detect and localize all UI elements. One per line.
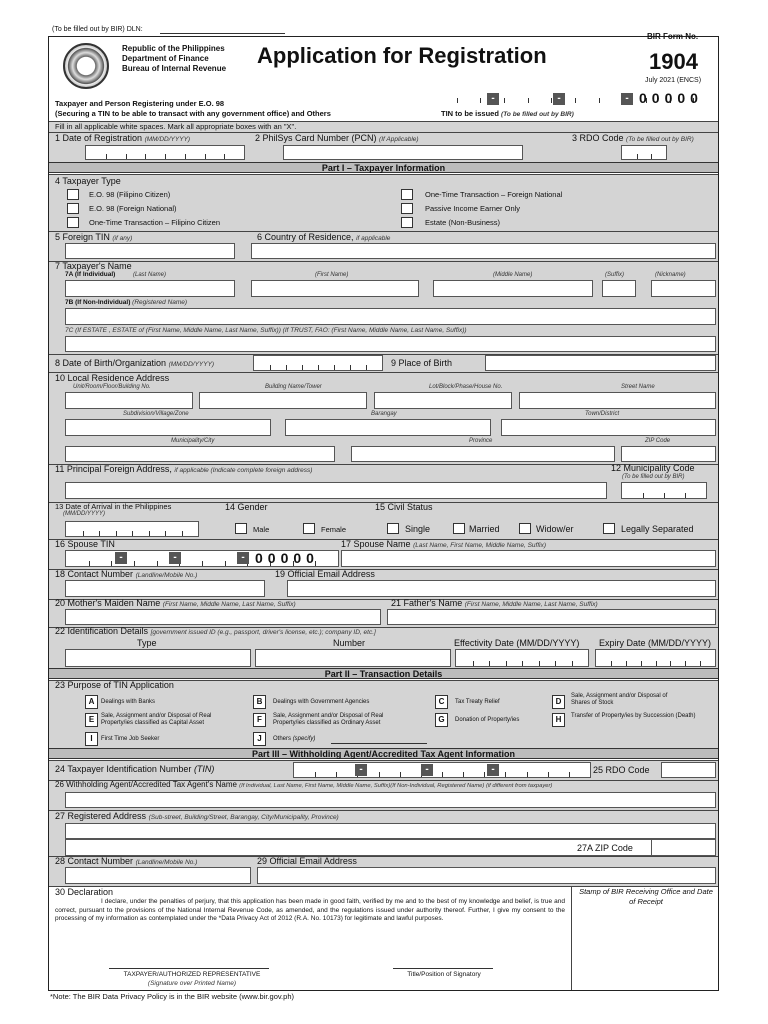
digit-separator bbox=[643, 493, 644, 498]
type-checkbox[interactable] bbox=[67, 217, 79, 228]
tin-issued-dash: - bbox=[553, 93, 565, 105]
digit-separator bbox=[379, 772, 380, 777]
type-label: Passive Income Earner Only bbox=[425, 204, 521, 213]
digit-separator bbox=[637, 154, 638, 159]
digit-separator bbox=[366, 365, 367, 370]
f8-label: 8 Date of Birth/Organization (MM/DD/YYYY) bbox=[55, 358, 215, 368]
digit-separator bbox=[286, 365, 287, 370]
f7c-label: 7C (If ESTATE , ESTATE of (First Name, Middle Name, Last Name, Suffix)) (If TRUST, FAO: (First Name, Middle Name, Last Name, Suffix)) bbox=[65, 327, 467, 334]
digit-separator bbox=[202, 561, 203, 566]
country-of-residence-input[interactable] bbox=[251, 243, 716, 259]
unit-input[interactable] bbox=[65, 392, 193, 409]
title-label: Title/Position of Signatory bbox=[407, 971, 481, 978]
f7b-label: 7B (If Non-Individual) (Registered Name) bbox=[65, 299, 188, 306]
purpose-a-checkbox[interactable]: A bbox=[85, 695, 98, 709]
pcn-input[interactable] bbox=[283, 145, 523, 160]
instructions: Fill in all applicable white spaces. Mark all appropriate boxes with an "X". bbox=[55, 122, 297, 131]
purpose-d-checkbox[interactable]: D bbox=[552, 695, 565, 709]
f23-label: 23 Purpose of TIN Application bbox=[55, 680, 174, 690]
f13-label: 13 Date of Arrival in the Philippines bbox=[55, 502, 172, 511]
date-of-arrival-input[interactable] bbox=[65, 521, 199, 537]
tin-issued-dash: - bbox=[487, 93, 499, 105]
digit-separator bbox=[489, 661, 490, 666]
digit-separator bbox=[165, 531, 166, 536]
digit-separator bbox=[302, 365, 303, 370]
f7a-label: 7A (If Individual) bbox=[65, 271, 116, 278]
f15-label: 15 Civil Status bbox=[375, 502, 433, 512]
f13-hint: (MM/DD/YYYY) bbox=[63, 511, 105, 517]
f7a-suffix: (Suffix) bbox=[605, 272, 625, 278]
purpose-b-label: Dealings with Government Agencies bbox=[273, 699, 370, 705]
f29-label: 29 Official Email Address bbox=[257, 856, 357, 866]
spouse-tin-zeros: 00000 bbox=[255, 550, 319, 566]
fathers-name-input[interactable] bbox=[387, 609, 716, 625]
digit-separator bbox=[473, 661, 474, 666]
form-label: BIR Form No. bbox=[647, 32, 699, 41]
spouse-name-input[interactable] bbox=[341, 550, 716, 567]
digit-separator bbox=[670, 661, 671, 666]
signature-label: TAXPAYER/AUTHORIZED REPRESENTATIVE bbox=[123, 971, 261, 978]
f7a-first: (First Name) bbox=[315, 272, 349, 278]
foreign-address-input[interactable] bbox=[65, 482, 607, 499]
date-of-birth-input[interactable] bbox=[253, 355, 383, 371]
digit-separator bbox=[132, 531, 133, 536]
f17-label: 17 Spouse Name (Last Name, First Name, Middle Name, Suffix) bbox=[341, 539, 546, 549]
f7-label: 7 Taxpayer's Name bbox=[55, 261, 132, 271]
purpose-b-checkbox[interactable]: B bbox=[253, 695, 266, 709]
mothers-name-input[interactable] bbox=[65, 609, 381, 625]
purpose-i-checkbox[interactable]: I bbox=[85, 732, 98, 746]
addr-street: Street Name bbox=[621, 384, 655, 390]
f10-label: 10 Local Residence Address bbox=[55, 373, 170, 383]
id-col-number: Number bbox=[333, 638, 366, 648]
digit-separator bbox=[527, 772, 528, 777]
part3-title: Part III – Withholding Agent/Accredited Tax Agent Information bbox=[49, 748, 718, 759]
footer-note: *Note: The BIR Data Privacy Policy is in the BIR website (www.bir.gov.ph) bbox=[50, 992, 294, 1001]
addr-zip: ZIP Code bbox=[645, 438, 671, 444]
f6-label: 6 Country of Residence, if applicable bbox=[257, 232, 391, 242]
gender-label: Male bbox=[253, 525, 270, 534]
digit-separator bbox=[225, 561, 226, 566]
rdo-code-input[interactable] bbox=[621, 145, 667, 160]
digit-separator bbox=[572, 661, 573, 666]
estate-trust-input[interactable] bbox=[65, 336, 716, 352]
f25-label: 25 RDO Code bbox=[593, 765, 650, 775]
subdivision-input[interactable] bbox=[65, 419, 271, 436]
agent-tin-input[interactable] bbox=[293, 762, 591, 778]
municipality-code-input[interactable] bbox=[621, 482, 707, 499]
zip-input[interactable] bbox=[621, 446, 716, 462]
f2-label: 2 PhilSys Card Number (PCN) (If Applicable) bbox=[255, 133, 419, 143]
digit-separator bbox=[575, 98, 576, 103]
digit-separator bbox=[270, 365, 271, 370]
tin-issued-dash: - bbox=[621, 93, 633, 105]
street-input[interactable] bbox=[519, 392, 716, 409]
civil-status-label: Legally Separated bbox=[621, 524, 694, 534]
declaration-stamp-divider bbox=[571, 886, 572, 990]
f9-label: 9 Place of Birth bbox=[391, 358, 453, 368]
id-effectivity-input[interactable] bbox=[455, 649, 589, 667]
spouse-tin-dash: - bbox=[169, 552, 181, 564]
foreign-tin-input[interactable] bbox=[65, 243, 235, 259]
f1-label: 1 Date of Registration (MM/DD/YYYY) bbox=[55, 133, 191, 143]
bir-seal-icon bbox=[63, 43, 109, 89]
purpose-g-checkbox[interactable]: G bbox=[435, 713, 448, 727]
addr-lot: Lot/Block/Phase/House No. bbox=[429, 384, 503, 390]
gender-checkbox[interactable] bbox=[235, 523, 247, 534]
building-input[interactable] bbox=[199, 392, 367, 409]
agent-zip-input[interactable] bbox=[651, 839, 716, 856]
digit-separator bbox=[664, 493, 665, 498]
digit-separator bbox=[111, 561, 112, 566]
f16-label: 16 Spouse TIN bbox=[55, 539, 115, 549]
tin-issued-label: TIN to be issued (To be filled out by BIR) bbox=[441, 109, 574, 118]
tin-issued-zeros: 00000 bbox=[639, 90, 703, 106]
f27a-label: 27A ZIP Code bbox=[577, 843, 633, 853]
digit-separator bbox=[457, 98, 458, 103]
f18-label: 18 Contact Number (Landline/Mobile No.) bbox=[55, 569, 198, 579]
f12-label: 12 Municipality Code bbox=[611, 463, 695, 473]
signature-hint: (Signature over Printed Name) bbox=[147, 980, 237, 987]
purpose-c-checkbox[interactable]: C bbox=[435, 695, 448, 709]
digit-separator bbox=[224, 154, 225, 159]
type-label: One-Time Transaction – Filipino Citizen bbox=[89, 218, 221, 227]
digit-separator bbox=[165, 154, 166, 159]
first-name-input[interactable] bbox=[251, 280, 419, 297]
subtitle-1: Taxpayer and Person Registering under E.O. 98 bbox=[55, 99, 225, 108]
f12-hint: (To be filled out by BIR) bbox=[622, 474, 685, 480]
agent-tin-dash: - bbox=[355, 764, 367, 776]
civil-status-checkbox[interactable] bbox=[387, 523, 399, 534]
email-input[interactable] bbox=[287, 580, 716, 597]
digit-separator bbox=[350, 365, 351, 370]
purpose-j-label: Others (specify) bbox=[273, 736, 316, 742]
addr-unit: Unit/Room/Floor/Building No. bbox=[73, 384, 151, 390]
purpose-e-checkbox[interactable]: E bbox=[85, 713, 98, 727]
f7a-last: (Last Name) bbox=[133, 272, 167, 278]
f22-label: 22 Identification Details [government issued ID (e.g., passport, driver's license, etc.); company ID, etc.] bbox=[55, 626, 376, 636]
agent-tin-dash: - bbox=[421, 764, 433, 776]
id-col-effectivity: Effectivity Date (MM/DD/YYYY) bbox=[454, 638, 580, 648]
purpose-e-label: Sale, Assignment and/or Disposal of Real Property/ies classified as Capital Asset bbox=[101, 713, 212, 726]
digit-separator bbox=[700, 661, 701, 666]
digit-separator bbox=[504, 98, 505, 103]
agent-tin-dash: - bbox=[487, 764, 499, 776]
purpose-j-checkbox[interactable]: J bbox=[253, 732, 266, 746]
type-label: Estate (Non-Business) bbox=[425, 218, 501, 227]
header-republic: Republic of the Philippines bbox=[122, 44, 225, 53]
type-label: E.O. 98 (Filipino Citizen) bbox=[89, 190, 171, 199]
addr-town: Town/District bbox=[585, 411, 620, 417]
digit-separator bbox=[463, 772, 464, 777]
municipality-input[interactable] bbox=[65, 446, 335, 462]
agent-name-input[interactable] bbox=[65, 792, 716, 808]
digit-separator bbox=[539, 661, 540, 666]
digit-separator bbox=[569, 772, 570, 777]
agent-rdo-input[interactable] bbox=[661, 762, 716, 778]
digit-separator bbox=[116, 531, 117, 536]
agent-contact-input[interactable] bbox=[65, 867, 251, 884]
digit-separator bbox=[555, 661, 556, 666]
addr-province: Province bbox=[469, 438, 493, 444]
f11-label: 11 Principal Foreign Address, if applicable (Indicate complete foreign address) bbox=[55, 464, 313, 474]
purpose-d-label: Sale, Assignment and/or Disposal of Shares of Stock bbox=[571, 693, 668, 706]
f20-label: 20 Mother's Maiden Name (First Name, Middle Name, Last Name, Suffix) bbox=[55, 598, 296, 608]
civil-status-label: Married bbox=[469, 524, 500, 534]
digit-separator bbox=[106, 154, 107, 159]
f14-label: 14 Gender bbox=[225, 502, 268, 512]
digit-separator bbox=[149, 531, 150, 536]
digit-separator bbox=[315, 772, 316, 777]
f24-label: 24 Taxpayer Identification Number (TIN) bbox=[55, 764, 215, 774]
others-specify-line[interactable] bbox=[331, 743, 427, 744]
digit-separator bbox=[334, 365, 335, 370]
stamp-label: Stamp of BIR Receiving Office and Date of Receipt bbox=[579, 887, 713, 906]
type-checkbox[interactable] bbox=[401, 203, 413, 214]
f4-label: 4 Taxpayer Type bbox=[55, 176, 121, 186]
addr-municipality: Municipality/City bbox=[171, 438, 215, 444]
form-version: July 2021 (ENCS) bbox=[645, 77, 702, 84]
addr-building: Building Name/Tower bbox=[265, 384, 322, 390]
purpose-c-label: Tax Treaty Relief bbox=[455, 699, 500, 705]
signature-line[interactable] bbox=[109, 968, 269, 969]
header-bureau: Bureau of Internal Revenue bbox=[122, 64, 227, 73]
id-col-type: Type bbox=[137, 638, 157, 648]
digit-separator bbox=[442, 772, 443, 777]
purpose-i-label: First Time Job Seeker bbox=[101, 736, 160, 742]
middle-name-input[interactable] bbox=[433, 280, 593, 297]
digit-separator bbox=[145, 154, 146, 159]
lot-input[interactable] bbox=[374, 392, 512, 409]
id-type-input[interactable] bbox=[65, 649, 251, 667]
f5-label: 5 Foreign TIN (if any) bbox=[55, 232, 133, 242]
addr-subdivision: Subdivision/Village/Zone bbox=[123, 411, 189, 417]
suffix-input[interactable] bbox=[602, 280, 636, 297]
province-input[interactable] bbox=[351, 446, 615, 462]
registered-name-input[interactable] bbox=[65, 308, 716, 325]
f21-label: 21 Father's Name (First Name, Middle Name, Last Name, Suffix) bbox=[391, 598, 598, 608]
registration-form bbox=[48, 32, 719, 991]
spouse-tin-dash: - bbox=[115, 552, 127, 564]
f27-label: 27 Registered Address (Sub-street, Building/Street, Barangay, City/Municipality, Province) bbox=[55, 811, 339, 821]
digit-separator bbox=[89, 561, 90, 566]
digit-separator bbox=[126, 154, 127, 159]
purpose-h-label: Transfer of Property/ies by Succession (Death) bbox=[571, 713, 696, 719]
digit-separator bbox=[651, 154, 652, 159]
purpose-g-label: Donation of Property/ies bbox=[455, 717, 520, 723]
digit-separator bbox=[599, 98, 600, 103]
subtitle-2: (Securing a TIN to be able to transact with any government office) and Others bbox=[55, 109, 331, 118]
digit-separator bbox=[626, 661, 627, 666]
digit-separator bbox=[336, 772, 337, 777]
form-title: Application for Registration bbox=[257, 43, 547, 68]
f28-label: 28 Contact Number (Landline/Mobile No.) bbox=[55, 856, 198, 866]
digit-separator bbox=[548, 772, 549, 777]
purpose-f-label: Sale, Assignment and/or Disposal of Real Property/ies classified as Ordinary Asset bbox=[273, 713, 384, 726]
f7a-middle: (Middle Name) bbox=[493, 272, 533, 278]
gender-label: Female bbox=[321, 525, 347, 534]
declaration-text: I declare, under the penalties of perjury, that this application has been made in good faith, verified by me and to the best of my knowledge and belief, is true and correct, pursuant to the provisions of the National Internal Revenue Code, as amended, and the regulations issued under authority thereof. Further, I give my consent to the processing of my information as contemplated under the *Data Privacy Act of 2012 (R.A. No. 10173) for legitimate and lawful purposes. bbox=[55, 898, 565, 922]
type-checkbox[interactable] bbox=[401, 189, 413, 200]
digit-separator bbox=[185, 154, 186, 159]
header-department: Department of Finance bbox=[122, 54, 209, 63]
agent-email-input[interactable] bbox=[257, 867, 716, 884]
contact-number-input[interactable] bbox=[65, 580, 265, 597]
civil-status-checkbox[interactable] bbox=[519, 523, 531, 534]
f26-label: 26 Withholding Agent/Accredited Tax Agent's Name (If Individual, Last Name, First Name, Middle Name, Suffix)(If Non-Individual, Registered Name) (if different from taxpayer) bbox=[55, 780, 553, 789]
digit-separator bbox=[99, 531, 100, 536]
dln-label: (To be filled out by BIR) DLN: bbox=[52, 26, 143, 33]
f30-label: 30 Declaration bbox=[55, 887, 114, 897]
digit-separator bbox=[611, 661, 612, 666]
digit-separator bbox=[182, 531, 183, 536]
f19-label: 19 Official Email Address bbox=[275, 569, 375, 579]
purpose-h-checkbox[interactable]: H bbox=[552, 713, 565, 727]
id-expiry-input[interactable] bbox=[595, 649, 716, 667]
part2-title: Part II – Transaction Details bbox=[49, 668, 718, 679]
digit-separator bbox=[318, 365, 319, 370]
digit-separator bbox=[83, 531, 84, 536]
id-number-input[interactable] bbox=[255, 649, 451, 667]
id-col-expiry: Expiry Date (MM/DD/YYYY) bbox=[599, 638, 712, 648]
nickname-input[interactable] bbox=[651, 280, 716, 297]
gender-checkbox[interactable] bbox=[303, 523, 315, 534]
dln-line[interactable] bbox=[160, 33, 285, 34]
digit-separator bbox=[685, 493, 686, 498]
f7a-nickname: (Nickname) bbox=[655, 272, 686, 278]
type-checkbox[interactable] bbox=[401, 217, 413, 228]
spouse-tin-dash: - bbox=[237, 552, 249, 564]
digit-separator bbox=[205, 154, 206, 159]
part1-title: Part I – Taxpayer Information bbox=[49, 162, 718, 173]
civil-status-label: Widow/er bbox=[536, 524, 574, 534]
type-label: One-Time Transaction – Foreign National bbox=[425, 190, 563, 199]
addr-barangay: Barangay bbox=[371, 411, 397, 417]
town-input[interactable] bbox=[501, 419, 716, 436]
type-checkbox[interactable] bbox=[67, 189, 79, 200]
digit-separator bbox=[484, 772, 485, 777]
civil-status-label: Single bbox=[405, 524, 431, 534]
digit-separator bbox=[641, 661, 642, 666]
digit-separator bbox=[400, 772, 401, 777]
digit-separator bbox=[685, 661, 686, 666]
form-number: 1904 bbox=[649, 49, 698, 74]
civil-status-checkbox[interactable] bbox=[603, 523, 615, 534]
purpose-f-checkbox[interactable]: F bbox=[253, 713, 266, 727]
digit-separator bbox=[522, 661, 523, 666]
civil-status-checkbox[interactable] bbox=[453, 523, 465, 534]
digit-separator bbox=[157, 561, 158, 566]
place-of-birth-input[interactable] bbox=[485, 355, 716, 371]
digit-separator bbox=[134, 561, 135, 566]
digit-separator bbox=[506, 661, 507, 666]
type-label: E.O. 98 (Foreign National) bbox=[89, 204, 177, 213]
f3-label: 3 RDO Code (To be filled out by BIR) bbox=[572, 133, 694, 143]
digit-separator bbox=[480, 98, 481, 103]
title-line[interactable] bbox=[393, 968, 493, 969]
purpose-a-label: Dealings with Banks bbox=[101, 699, 156, 705]
type-checkbox[interactable] bbox=[67, 203, 79, 214]
digit-separator bbox=[528, 98, 529, 103]
digit-separator bbox=[505, 772, 506, 777]
barangay-input[interactable] bbox=[285, 419, 491, 436]
last-name-input[interactable] bbox=[65, 280, 235, 297]
date-of-registration-input[interactable] bbox=[85, 145, 245, 160]
registered-address-input[interactable] bbox=[65, 823, 716, 839]
digit-separator bbox=[656, 661, 657, 666]
